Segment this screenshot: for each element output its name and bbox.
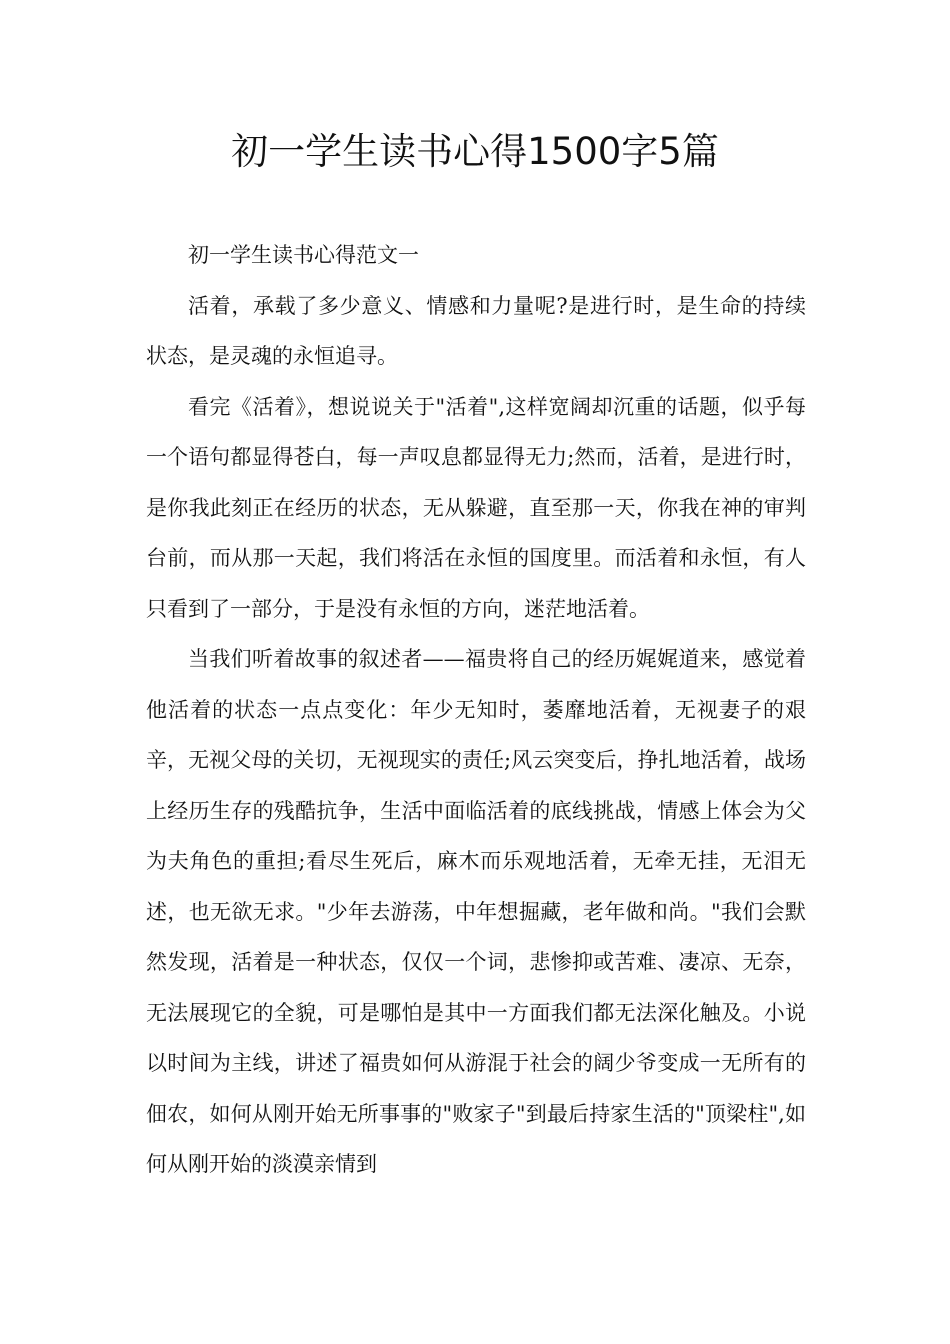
document-body <box>146 230 806 1190</box>
paragraph: 看完《活着》，想说说关于"活着",这样宽阔却沉重的话题，似乎每一个语句都显得苍白，每一声叹息都显得无力;然而，活着，是进行时，是你我此刻正在经历的状态，无从躲避，直至那一天，你我在神的审判台前，而从那一天起，我们将活在永恒的国度里。而活着和永恒，有人只看到了一部分，于是没有永恒的方向，迷茫地活着。 <box>146 394 806 621</box>
paragraph: 当我们听着故事的叙述者——福贵将自己的经历娓娓道来，感觉着他活着的状态一点点变化：年少无知时，萎靡地活着，无视妻子的艰辛，无视父母的关切，无视现实的责任;风云突变后，挣扎地活着，战场上经历生存的残酷抗争，生活中面临活着的底线挑战，情感上体会为父为夫角色的重担;看尽生死后，麻木而乐观地活着，无牵无挂，无泪无述，也无欲无求。"少年去游荡，中年想掘藏，老年做和尚。"我们会默然发现，活着是一种状态，仅仅一个词，悲惨抑或苦难、凄凉、无奈，无法展现它的全貌，可是哪怕是其中一方面我们都无法深化触及。小说以时间为主线，讲述了福贵如何从游混于社会的阔少爷变成一无所有的佃农，如何从刚开始无所事事的"败家子"到最后持家生活的"顶梁柱",如何从刚开始的淡漠亲情到 <box>146 647 806 1176</box>
paragraph: 活着，承载了多少意义、情感和力量呢?是进行时，是生命的持续状态，是灵魂的永恒追寻。 <box>146 293 806 368</box>
section-heading: 初一学生读书心得范文一 <box>188 243 419 267</box>
document-title: 初一学生读书心得1500字5篇 <box>231 130 719 173</box>
